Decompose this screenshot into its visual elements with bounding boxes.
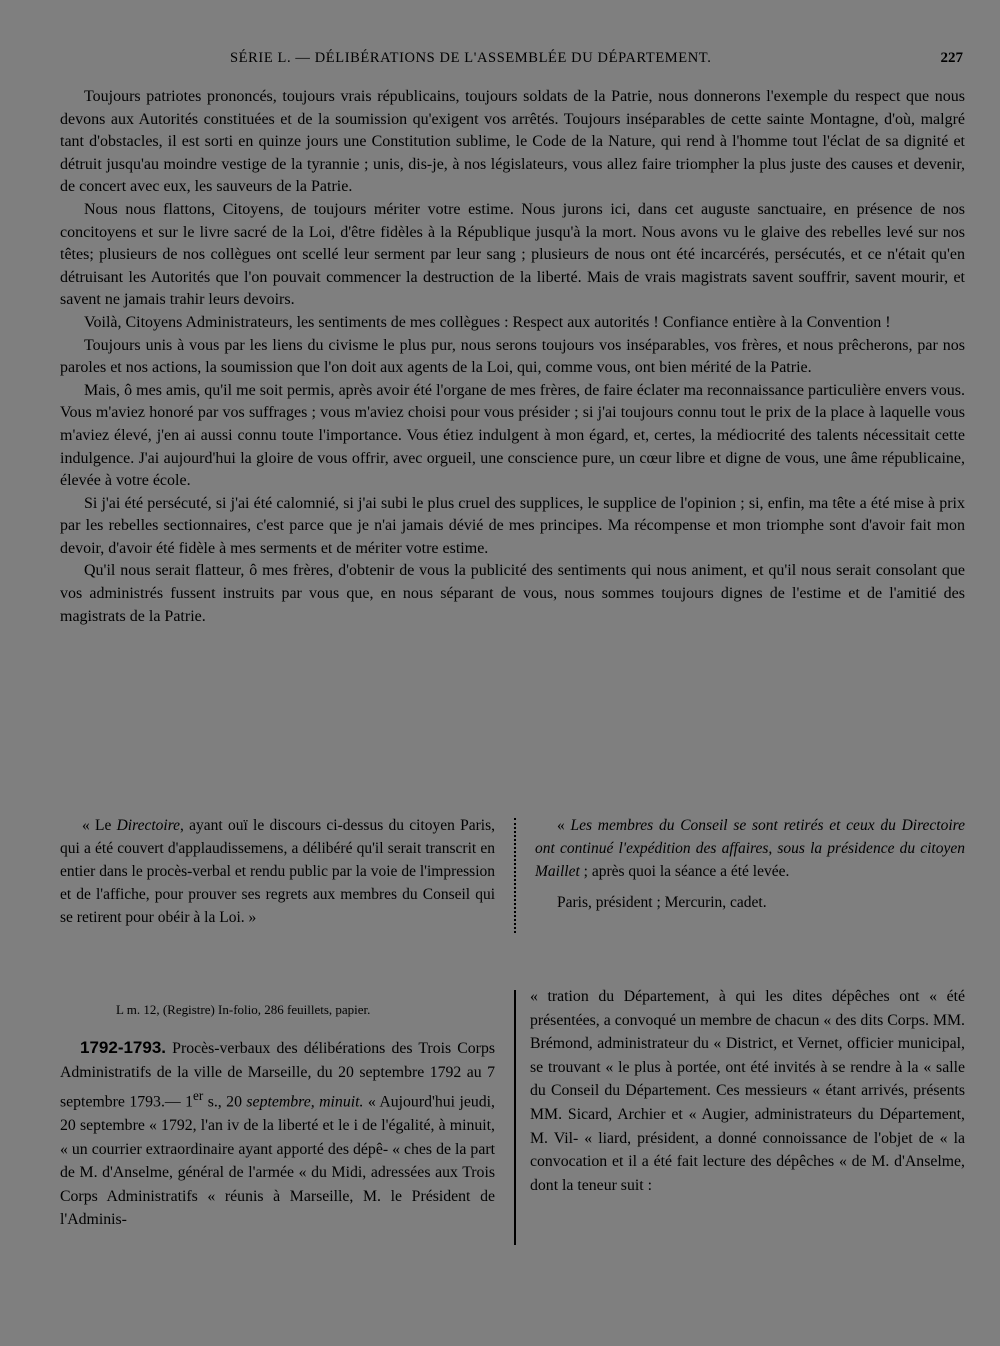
paragraph: Qu'il nous serait flatteur, ô mes frères, d'obtenir de vous la publicité des sentiments qui nous animent, et qu'il nous serait consolant que vos administrés fussent instruits par vous que, en nous séparant de vous, nous sommes toujours dignes de l'estime et de l'amitié des magistrats de la Patrie.: [60, 562, 965, 625]
archive-reference: L m. 12, (Registre) In-folio, 286 feuillets, papier.: [116, 1002, 371, 1017]
page-number: 227: [940, 50, 963, 66]
column-divider: [514, 818, 516, 933]
register-entry-right: [530, 985, 965, 1197]
text-run: ; après quoi la séance a été levée.: [579, 863, 790, 880]
paragraph: [60, 814, 495, 929]
paragraph: Si j'ai été persécuté, si j'ai été calomnié, si j'ai subi le plus cruel des supplices, le supplice de l'opinion ; si, enfin, ma tête a été mise à prix par les rebelles sectionnaires, c'est parce que je n'ai jamais dévié de mes principes. Ma récompense et mon triomphe sont d'avoir fait mon devoir, d'avoir été fidèle à mes serments et de mériter votre estime.: [60, 494, 965, 557]
text-run: , ayant ouï le discours ci-dessus du citoyen Paris, qui a été couvert d'applaudissemens, a délibéré qu'il serait transcrit en entier dans le procès-verbal et rendu public par la voie de l'impression et de l'affiche, pour prouver ses regrets aux membres du Conseil qui se retirent pour obéir à la Loi. »: [60, 817, 495, 926]
superscript: er: [193, 1088, 204, 1104]
page-header: [60, 50, 965, 72]
session-close: [535, 814, 965, 914]
main-text: [60, 86, 965, 628]
text-run: «: [557, 817, 571, 834]
paragraph: Toujours unis à vous par les liens du civisme le plus pur, nous serons toujours vos inséparables, vos frères, et nous prêcherons, par nos paroles et nos actions, la soumission que l'on doit aux agents de la Loi, qui, comme vous, ont bien mérité de la Patrie.: [60, 336, 965, 377]
italic-run: Les membres du Conseil se sont retirés et ceux du Directoire ont continué l'expédition des affaires, sous la présidence du citoyen Maillet: [535, 817, 965, 880]
paragraph: Toujours patriotes prononcés, toujours vrais républicains, toujours soldats de la Patrie, nous donnerons l'exemple du respect que nous devons aux Autorités constituées et de la soumission qu'exigent vos arrêtés. Toujours inséparables de cette sainte Montagne, d'où, malgré tant d'obstacles, il est sorti en quinze jours une Constitution sublime, le Code de la Nature, qui rend à l'homme tout l'éclat de sa dignité et détruit jusqu'au moindre vestige de la tyrannie ; unis, dis-je, à nos législateurs, vous allez faire triompher la plus juste des causes et devenir, de concert avec eux, les sauveurs de la Patrie.: [60, 88, 965, 196]
paragraph: Nous nous flattons, Citoyens, de toujours mériter votre estime. Nous jurons ici, dans cet auguste sanctuaire, en présence de nos concitoyens et sur le livre sacré de la Loi, d'être fidèles à la République jusqu'à la mort. Nous avons vu le glaive des rebelles levé sur nos têtes; plusieurs de nos collègues ont scellé leur serment par leur sang ; plusieurs de nous ont été incarcérés, persécutés, et ce n'était qu'en détruisant les Autorités que l'on pouvait commencer la destruction de la liberté. Mais de vrais magistrats savent souffrir, savent mourir, et savent ne jamais trahir leurs devoirs.: [60, 200, 965, 309]
signature-line: Paris, président ; Mercurin, cadet.: [557, 894, 767, 911]
register-entry-left: [60, 1036, 495, 1232]
paragraph: Voilà, Citoyens Administrateurs, les sentiments de mes collègues : Respect aux autorités ! Confiance entière à la Convention !: [84, 313, 891, 331]
text-run: Procès-verbaux des délibérations des Trois Corps Administratifs de la ville de Marseille, du 20 septembre 1792 au 7 septembre 1793.— 1: [60, 1040, 495, 1111]
paragraph: [60, 1036, 495, 1232]
paragraph: Mais, ô mes amis, qu'il me soit permis, après avoir été l'organe de mes frères, de faire éclater ma reconnaissance particulière envers vous. Vous m'aviez honoré par vos suffrages ; vous m'aviez choisi pour vous présider ; si j'ai toujours connu tout le prix de la place à laquelle vous m'aviez élevé, j'en ai aussi connu toute l'importance. Vous étiez indulgent à mon égard, et, certes, la médiocrité des talents nécessitait cette indulgence. J'ai aujourd'hui la gloire de vous offrir, avec orgueil, une conscience pure, un cœur libre et digne de vous, une âme républicaine, élevée à votre école.: [60, 381, 965, 490]
paragraph: [535, 814, 965, 883]
text-run: s., 20: [203, 1093, 247, 1111]
year-heading: 1792-1793.: [80, 1038, 167, 1057]
running-head: SÉRIE L. — DÉLIBÉRATIONS DE L'ASSEMBLÉE DU DÉPARTEMENT.: [230, 50, 712, 66]
paragraph: « tration du Département, à qui les dites dépêches ont « été présentées, a convoqué un membre de chacun « des dits Corps. MM. Brémond, administrateur du « District, et Vernet, officier municipal, se trouvant « le plus à portée, ont été invités à se rendre à la « salle du Conseil du Département. Ces messieurs « étant arrivés, présents MM. Sicard, Archier et « Augier, administrateurs du Département, M. Vil- « liard, président, a donné connoissance de l'objet de « la convocation et il a été fait lecture des dépêches « de M. d'Anselme, dont la teneur suit :: [530, 988, 965, 1194]
text-run: « Aujourd'hui jeudi, 20 septembre « 1792, l'an iv de la liberté et le i de l'égalité, à minuit, « un courrier extraordinaire ayant apporté des dépê- « ches de la part de M. d'Anselme, général de l'armée « du Midi, adressées aux Trois Corps Administratifs « réunis à Marseille, M. le Président de l'Adminis-: [60, 1093, 495, 1229]
italic-run: septembre, minuit.: [246, 1093, 364, 1111]
column-divider: [514, 990, 516, 1245]
italic-run: Directoire: [116, 817, 181, 834]
text-run: « Le: [82, 817, 117, 834]
directoire-decision: [60, 814, 495, 929]
